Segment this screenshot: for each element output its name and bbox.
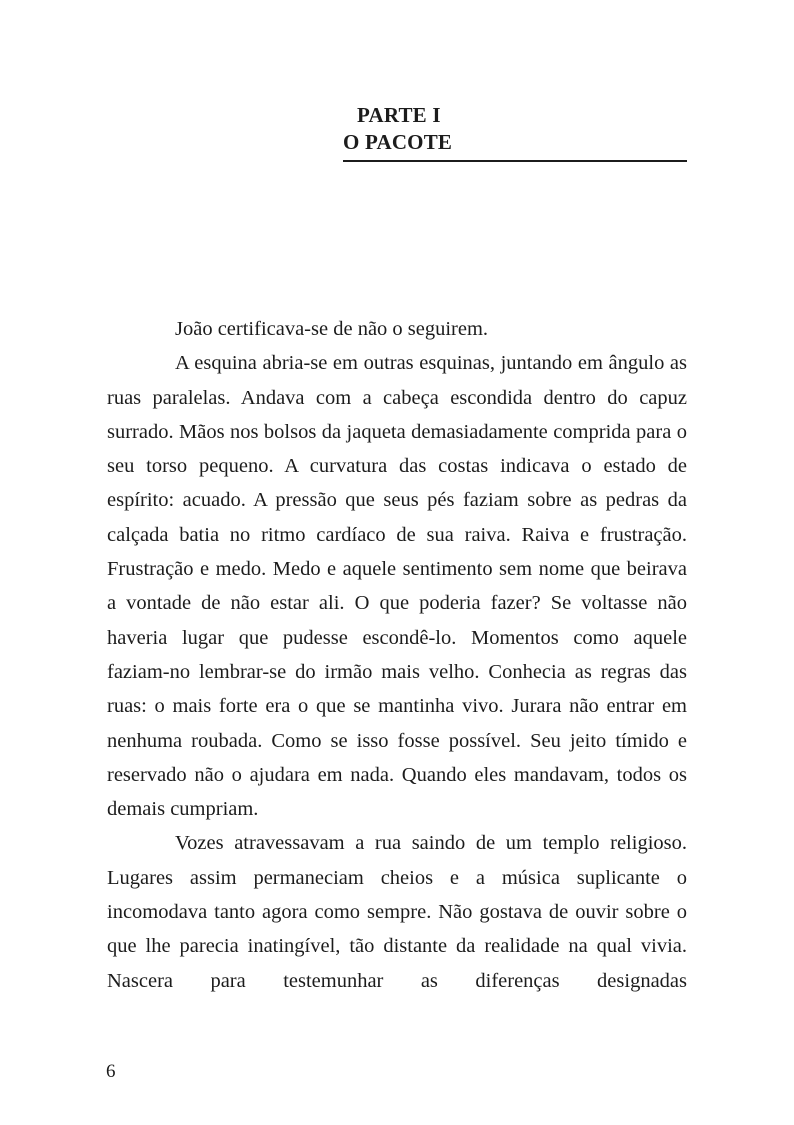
chapter-title: O PACOTE xyxy=(343,130,453,154)
paragraph: Vozes atravessavam a rua saindo de um templo religioso. Lugares assim permaneciam cheios e a música suplicante o incomodava tanto agora como sempre. Não gostava de ouvir sobre o que lhe parecia inatingível, tão distante da realidade na qual vivia. Nascera para testemunhar as diferenças designadas xyxy=(107,832,687,992)
heading-underline xyxy=(343,160,687,162)
part-label: PARTE I xyxy=(357,103,441,127)
paragraph: João certificava-se de não o seguirem. xyxy=(175,318,489,340)
body-text xyxy=(107,312,687,998)
paragraph: A esquina abria-se em outras esquinas, juntando em ângulo as ruas paralelas. Andava com a cabeça escondida dentro do capuz surrado. Mãos nos bolsos da jaqueta demasiadamente comprida para o seu torso pequeno. A curvatura das costas indicava o estado de espírito: acuado. A pressão que seus pés faziam sobre as pedras da calçada batia no ritmo cardíaco de sua raiva. Raiva e frustração. Frustração e medo. Medo e aquele sentimento sem nome que beirava a vontade de não estar ali. O que poderia fazer? Se voltasse não haveria lugar que pudesse escondê-lo. Momentos como aquele faziam-no lembrar-se do irmão mais velho. Conhecia as regras das ruas: o mais forte era o que se mantinha vivo. Jurara não entrar em nenhuma roubada. Como se isso fosse possível. Seu jeito tímido e reservado não o ajudara em nada. Quando eles mandavam, todos os demais cumpriam. xyxy=(107,352,687,821)
page-number: 6 xyxy=(106,1061,116,1082)
chapter-heading xyxy=(343,102,687,156)
